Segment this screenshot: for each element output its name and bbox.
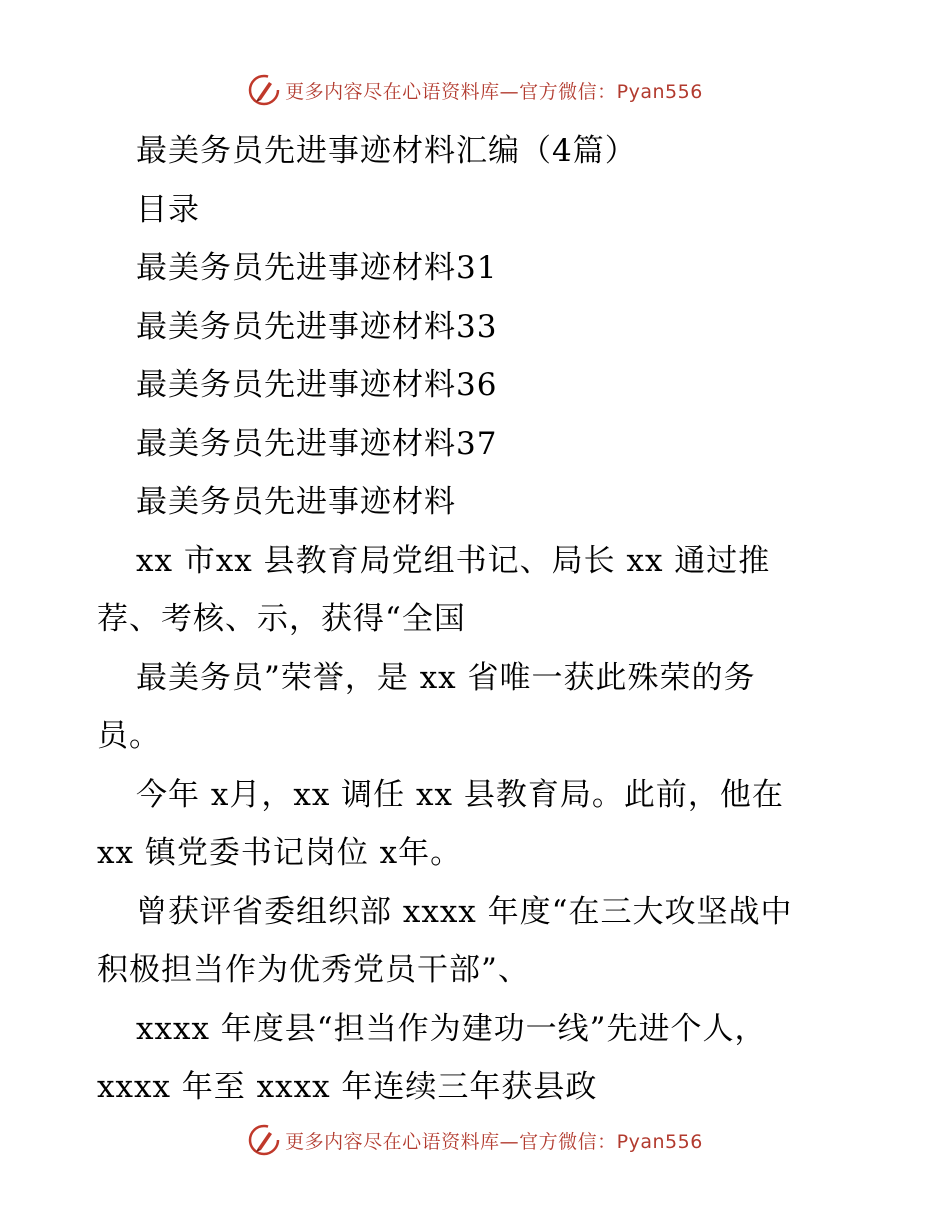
paragraph-line: 最美务员”荣誉，是 xx 省唯一获此殊荣的务 <box>136 659 756 696</box>
paragraph-line: xxxx 年至 xxxx 年连续三年获县政 <box>97 1069 598 1105</box>
footer-watermark <box>0 1120 950 1160</box>
section-heading: 最美务员先进事迹材料 <box>136 484 456 520</box>
paragraph-line: 员。 <box>97 718 161 754</box>
watermark-text: 更多内容尽在心语资料库—官方微信：Pyan556 <box>285 1130 703 1153</box>
paragraph-line: 今年 x月，xx 调任 xx 县教育局。此前，他在 <box>136 776 784 813</box>
paragraph-line: 曾获评省委组织部 xxxx 年度“在三大攻坚战中 <box>136 893 793 930</box>
document-body <box>97 122 857 1117</box>
pen-logo-icon <box>247 1123 281 1157</box>
toc-item: 最美务员先进事迹材料33 <box>136 308 498 345</box>
toc-item: 最美务员先进事迹材料36 <box>136 367 498 403</box>
toc-item: 最美务员先进事迹材料37 <box>136 425 498 462</box>
toc-heading: 目录 <box>136 191 200 228</box>
doc-title: 最美务员先进事迹材料汇编（4篇） <box>136 133 637 169</box>
watermark-text: 更多内容尽在心语资料库—官方微信：Pyan556 <box>285 80 703 103</box>
paragraph-line: xx 市xx 县教育局党组书记、局长 xx 通过推 <box>136 542 771 579</box>
paragraph-line: xxxx 年度县“担当作为建功一线”先进个人， <box>136 1010 767 1047</box>
header-watermark <box>0 70 950 110</box>
toc-item: 最美务员先进事迹材料31 <box>136 250 498 286</box>
paragraph-line: 荐、考核、示，获得“全国 <box>97 601 466 637</box>
paragraph-line: 积极担当作为优秀党员干部”、 <box>97 952 530 988</box>
pen-logo-icon <box>247 73 281 107</box>
paragraph-line: xx 镇党委书记岗位 x年。 <box>97 835 463 871</box>
